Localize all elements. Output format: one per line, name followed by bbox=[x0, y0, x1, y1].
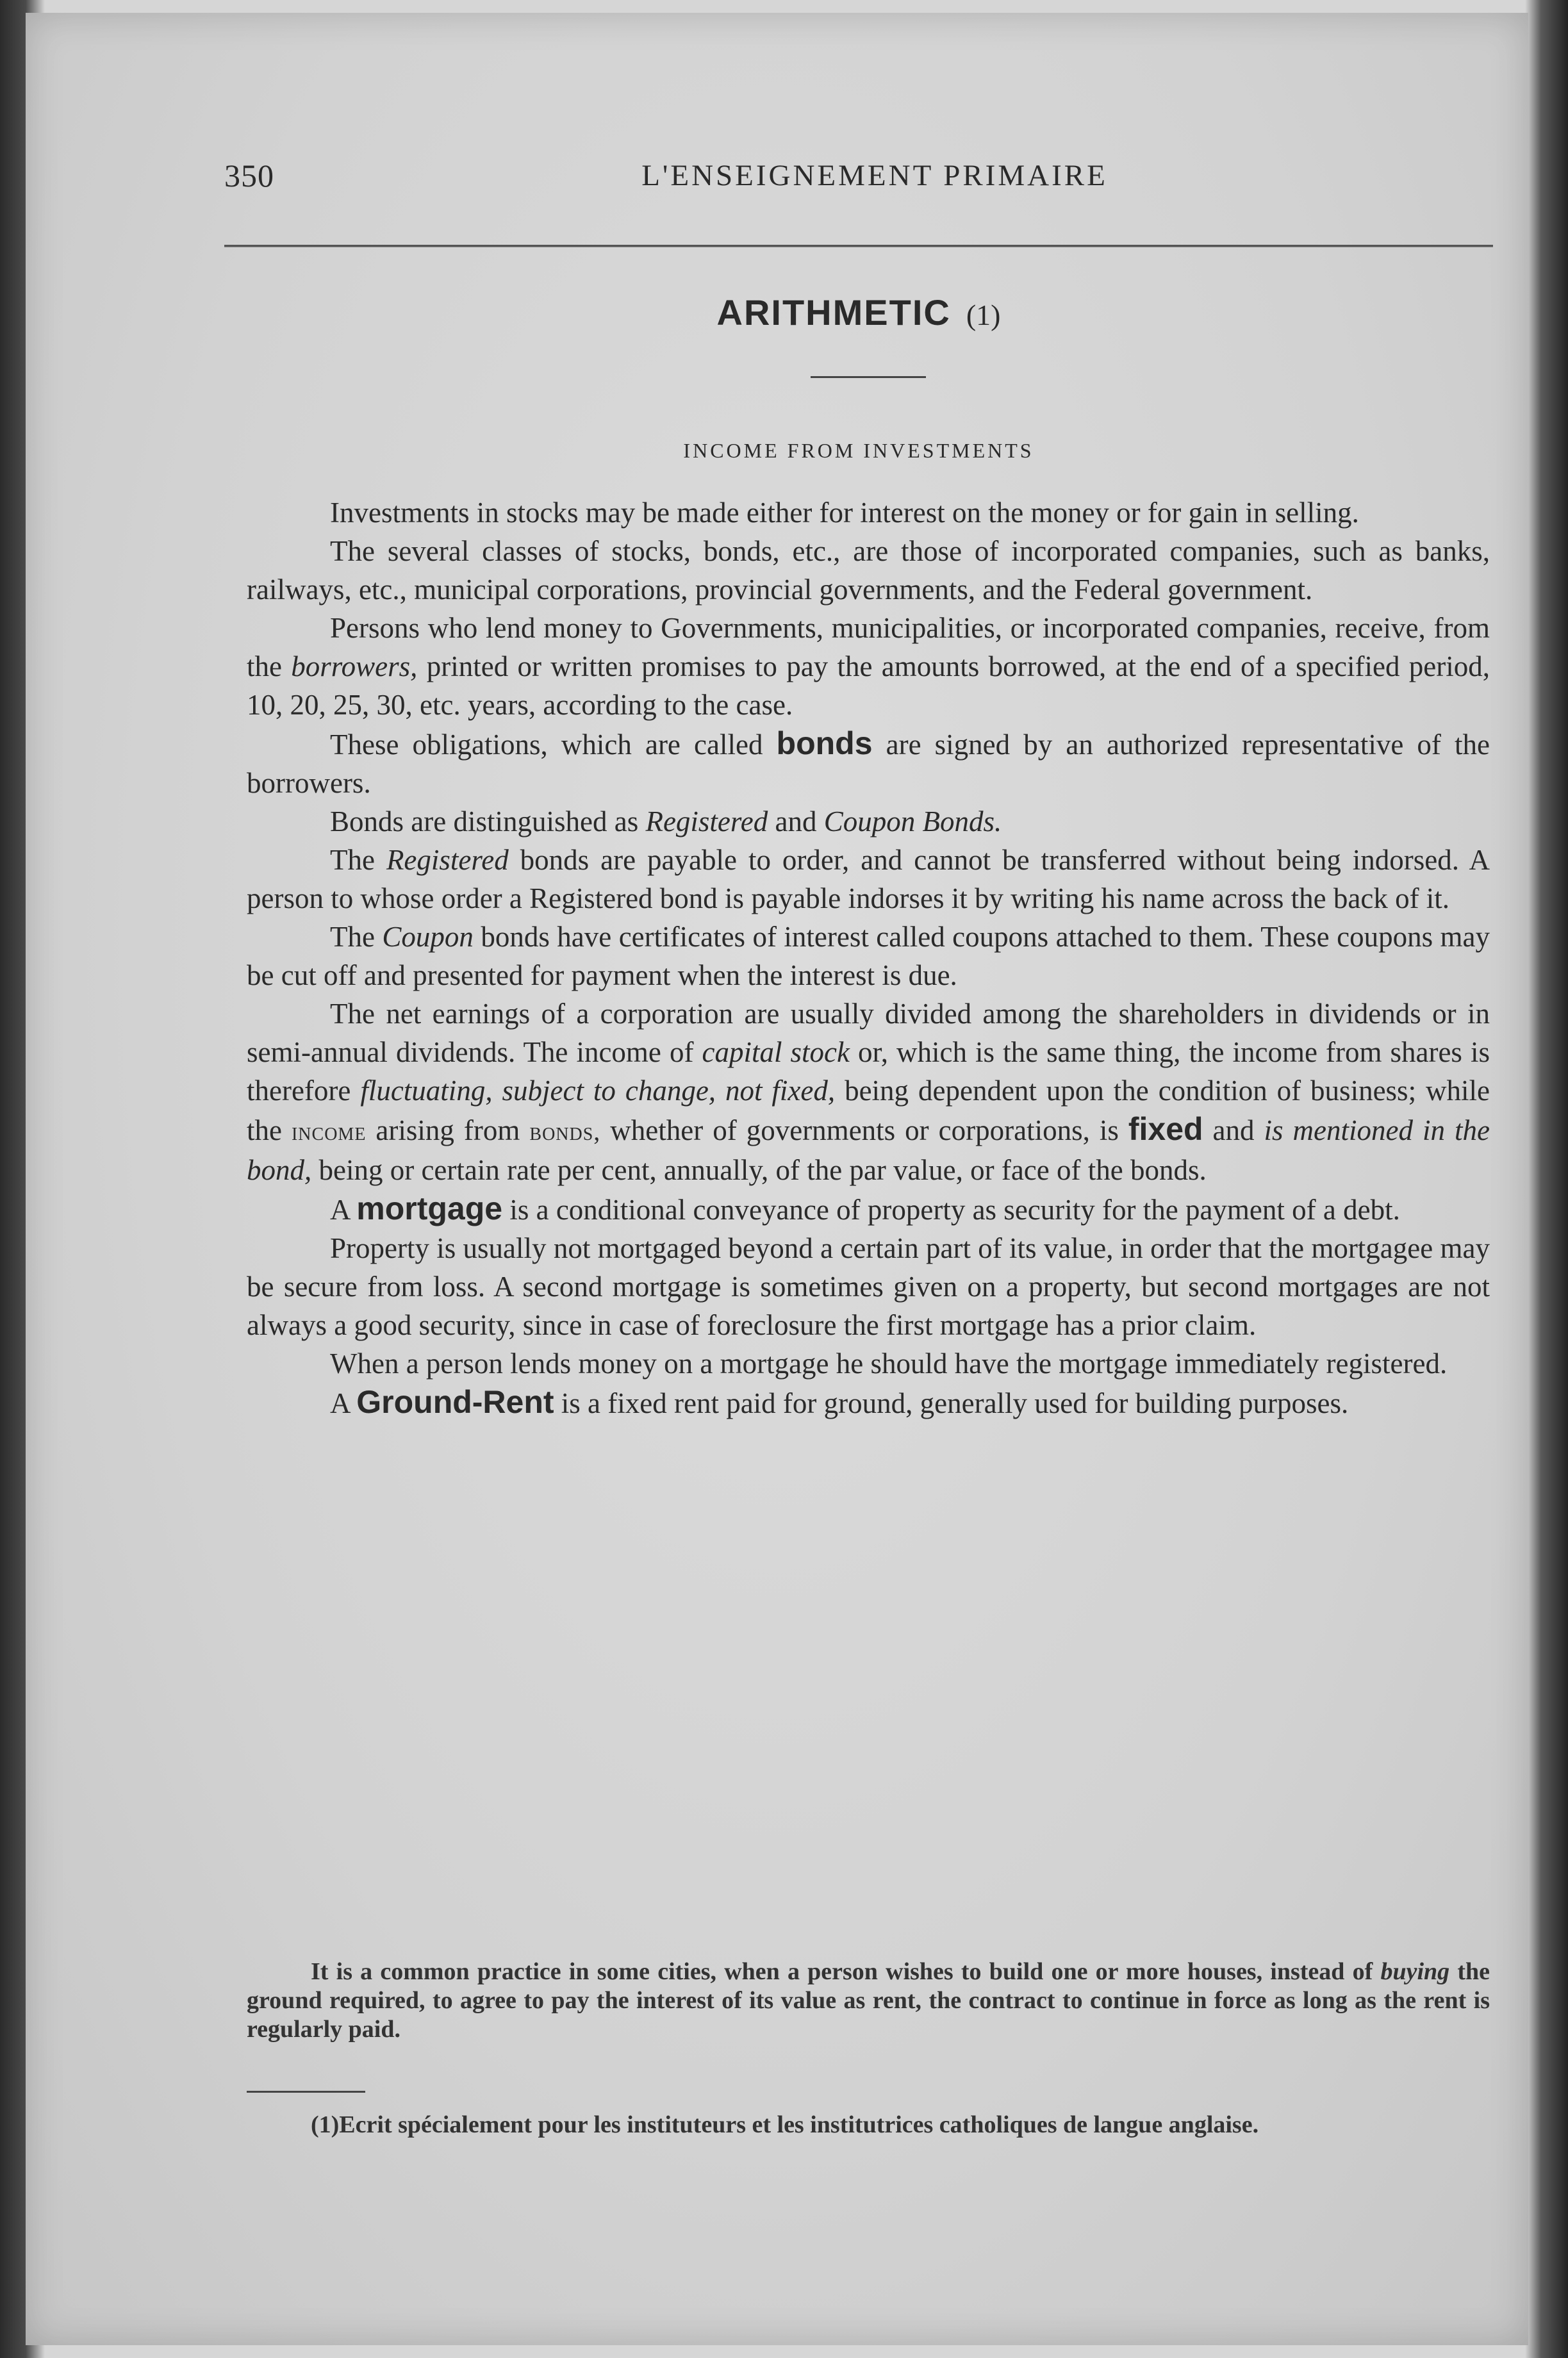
bold-term: Ground-Rent bbox=[356, 1384, 554, 1420]
paragraph bbox=[247, 1229, 1490, 1344]
paragraph-text: These obligations, which are called bbox=[330, 729, 777, 761]
footnote-rule bbox=[247, 2091, 365, 2093]
emphasis-text: is mentioned in the bond, bbox=[247, 1114, 1490, 1186]
header-rule bbox=[224, 245, 1493, 247]
paragraph-text: being dependent upon the condition of business; while the bbox=[247, 1075, 1490, 1146]
emphasis-text: Coupon bbox=[382, 921, 474, 953]
paragraph-text: The bbox=[330, 844, 386, 876]
paragraph bbox=[247, 1189, 1490, 1229]
emphasis-text: Registered bbox=[645, 805, 768, 837]
paragraph-text: Property is usually not mortgaged beyond a certain part of its value, in order that the mortgagee may be secure from loss. A second mortgage is sometimes given on a property, but second mortgages are not always a good security, since in case of foreclosure the first mortgage has a prior claim. bbox=[247, 1232, 1490, 1341]
title-footnote-marker: (1) bbox=[966, 299, 1001, 331]
paragraph bbox=[247, 532, 1490, 609]
emphasis-text: fluctuating, subject to change, not fixed, bbox=[360, 1075, 836, 1107]
document-page bbox=[26, 13, 1528, 2345]
paragraph bbox=[247, 1344, 1490, 1383]
small-print-paragraph bbox=[247, 1958, 1490, 2044]
paragraph bbox=[247, 918, 1490, 994]
paragraph-text: bonds have certificates of interest called coupons attached to them. These coupons may be cut off and presented for payment when the interest is due. bbox=[247, 921, 1490, 991]
paragraph-text: is a fixed rent paid for ground, generally used for building purposes. bbox=[554, 1387, 1349, 1419]
paragraph bbox=[247, 724, 1490, 802]
paragraph-text: arising from bbox=[366, 1114, 530, 1146]
footnote: (1)Ecrit spécialement pour les instituteurs et les institutrices catholiques de langue anglaise. bbox=[311, 2111, 1259, 2138]
small-caps-term: bonds, bbox=[529, 1117, 601, 1146]
article-title bbox=[224, 292, 1493, 334]
running-head bbox=[224, 157, 1487, 202]
emphasis-text: Registered bbox=[386, 844, 509, 876]
paragraph-text: Bonds are distinguished as bbox=[330, 805, 646, 837]
emphasis-text: Coupon Bonds. bbox=[823, 805, 1002, 837]
paragraph-text: being or certain rate per cent, annually, of the par value, or face of the bonds. bbox=[311, 1154, 1207, 1186]
paragraph bbox=[247, 994, 1490, 1189]
paragraph-text: Persons who lend money to Governments, municipalities, or incorporated companies, receive, from the bbox=[247, 612, 1490, 682]
bold-term: fixed bbox=[1128, 1111, 1203, 1147]
article-body bbox=[247, 493, 1490, 1422]
paragraph-text: printed or written promises to pay the amounts borrowed, at the end of a specified period, 10, 20, 25, 30, etc. years, according to the case. bbox=[247, 650, 1490, 721]
paragraph-text: and bbox=[1203, 1114, 1264, 1146]
small-caps-term: income bbox=[291, 1117, 367, 1146]
page-number: 350 bbox=[224, 158, 274, 194]
emphasis-text: borrowers, bbox=[291, 650, 418, 682]
paragraph-text: and bbox=[768, 805, 824, 837]
paragraph-text: or, which is the same thing, the income from shares is therefore bbox=[247, 1036, 1490, 1107]
paragraph bbox=[247, 1383, 1490, 1422]
paragraph-text: When a person lends money on a mortgage he should have the mortgage immediately registered. bbox=[330, 1348, 1448, 1380]
bold-term: mortgage bbox=[356, 1191, 503, 1226]
paragraph-text: are signed by an authorized representative of the borrowers. bbox=[247, 729, 1490, 799]
paragraph-text: is a conditional conveyance of property as security for the payment of a debt. bbox=[502, 1194, 1400, 1226]
paragraph-text: whether of governments or corporations, is bbox=[600, 1114, 1128, 1146]
paragraph-text: the ground required, to agree to pay the interest of its value as rent, the contract to continue in force as long as the rent is regularly paid. bbox=[247, 1958, 1490, 2043]
paragraph-text: A bbox=[330, 1194, 357, 1226]
journal-title: L'ENSEIGNEMENT PRIMAIRE bbox=[641, 159, 1108, 192]
paragraph bbox=[247, 841, 1490, 918]
paragraph-text: bonds are payable to order, and cannot be transferred without being indorsed. A person to whose order a Registered bond is payable indorses it by writing his name across the back of it. bbox=[247, 844, 1490, 914]
paragraph-text: It is a common practice in some cities, when a person wishes to build one or more houses, instead of bbox=[311, 1958, 1381, 1985]
article-title-text: ARITHMETIC bbox=[716, 292, 951, 333]
title-rule bbox=[811, 376, 926, 378]
paragraph bbox=[247, 802, 1490, 841]
paragraph-text: A bbox=[330, 1387, 357, 1419]
emphasis-text: buying bbox=[1380, 1958, 1450, 1985]
paragraph bbox=[247, 493, 1490, 532]
bold-term: bonds bbox=[776, 725, 873, 761]
section-heading: INCOME FROM INVESTMENTS bbox=[683, 439, 1034, 462]
emphasis-text: capital stock bbox=[702, 1036, 850, 1068]
paragraph-text: Investments in stocks may be made either for interest on the money or for gain in selling. bbox=[330, 497, 1359, 529]
paragraph-text: The bbox=[330, 921, 383, 953]
paragraph bbox=[247, 609, 1490, 724]
paragraph-text: The several classes of stocks, bonds, etc., are those of incorporated companies, such as banks, railways, etc., municipal corporations, provincial governments, and the Federal government. bbox=[247, 535, 1490, 606]
paragraph-text: The net earnings of a corporation are usually divided among the shareholders in dividends or in semi-annual dividends. The income of bbox=[247, 998, 1490, 1068]
